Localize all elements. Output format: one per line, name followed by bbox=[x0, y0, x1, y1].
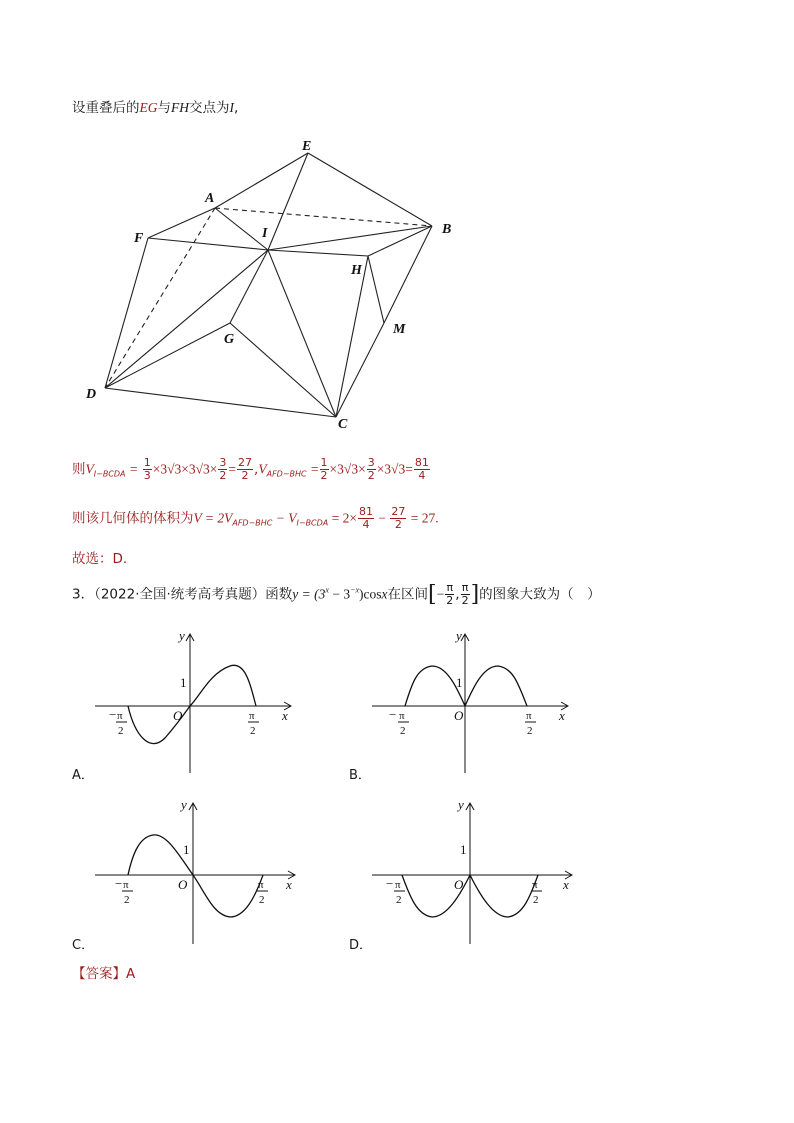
fraction-81-4 bbox=[414, 457, 430, 482]
tick-pi: π bbox=[395, 879, 401, 891]
solid-figure bbox=[0, 120, 794, 570]
subscript: I−BCDA bbox=[296, 518, 329, 528]
origin-label: O bbox=[173, 708, 183, 723]
exponent: x bbox=[325, 585, 329, 595]
function-expr: y = (3 bbox=[292, 586, 326, 602]
v1-subscript: I−BCDA bbox=[93, 469, 126, 479]
fraction-27-2 bbox=[390, 506, 406, 531]
fraction-pi-2 bbox=[461, 582, 470, 607]
label-h: H bbox=[351, 263, 362, 278]
v2-symbol: V bbox=[258, 461, 267, 477]
graph-option-a bbox=[95, 628, 315, 778]
frac-num: 1 bbox=[143, 456, 151, 469]
tick-pi: π bbox=[249, 710, 255, 722]
x-axis-label: x bbox=[282, 708, 288, 723]
right-bracket: ] bbox=[470, 582, 480, 607]
eq-sign: = bbox=[129, 461, 138, 477]
fraction-three-halves-2 bbox=[367, 457, 376, 482]
label-f: F bbox=[134, 231, 144, 246]
frac-den: 2 bbox=[367, 469, 375, 482]
label-b: B bbox=[442, 222, 452, 237]
tick-pi: π bbox=[123, 879, 129, 891]
tick-two: 2 bbox=[250, 725, 256, 737]
frac-den: 2 bbox=[219, 469, 227, 482]
graph-option-c bbox=[95, 797, 315, 947]
label-g: G bbox=[224, 332, 235, 347]
label-a: A bbox=[205, 191, 215, 206]
frac-num: π bbox=[446, 581, 454, 594]
frac-den: 2 bbox=[320, 469, 328, 482]
y-axis-label: y bbox=[456, 628, 462, 643]
tick-one: 1 bbox=[460, 842, 467, 857]
exponent: −x bbox=[350, 585, 360, 595]
volume-prefix: 则 bbox=[72, 461, 86, 478]
tick-two: 2 bbox=[118, 725, 124, 737]
x-axis-label: x bbox=[559, 708, 565, 723]
tick-one: 1 bbox=[456, 675, 463, 690]
frac-num: 1 bbox=[320, 456, 328, 469]
option-b-label[interactable]: B． bbox=[349, 768, 371, 783]
formula-part: = 2× bbox=[328, 510, 358, 526]
formula-part: − bbox=[375, 510, 390, 526]
frac-den: 2 bbox=[446, 594, 454, 607]
tick-two: 2 bbox=[533, 894, 539, 906]
product-text: ×3√3× bbox=[329, 461, 366, 477]
frac-den: 4 bbox=[418, 469, 426, 482]
frac-num: 27 bbox=[238, 456, 253, 469]
tick-pi: π bbox=[258, 879, 264, 891]
frac-num: 3 bbox=[367, 456, 375, 469]
x-axis-label: x bbox=[563, 877, 569, 892]
tick-two: 2 bbox=[396, 894, 402, 906]
intro-suffix: 交点为 bbox=[189, 100, 230, 116]
neg-sign: − bbox=[115, 876, 123, 891]
tick-pi: π bbox=[526, 710, 532, 722]
tick-pi: π bbox=[399, 710, 405, 722]
fraction-pi-2 bbox=[445, 582, 454, 607]
y-axis-label: y bbox=[179, 628, 185, 643]
label-i: I bbox=[262, 226, 268, 241]
comma: , bbox=[455, 586, 460, 603]
question-lead: 函数 bbox=[265, 586, 293, 603]
intro-comma: , bbox=[234, 100, 239, 116]
subscript: AFD−BHC bbox=[232, 518, 273, 528]
frac-num: 81 bbox=[414, 456, 429, 469]
fraction-three-halves bbox=[218, 457, 227, 482]
option-d-label[interactable]: D． bbox=[349, 938, 373, 953]
option-c-label[interactable]: C． bbox=[72, 938, 95, 953]
function-expr: )cos bbox=[359, 586, 382, 602]
tick-pi: π bbox=[117, 710, 123, 722]
segment-fh: FH bbox=[171, 100, 189, 115]
function-expr: − 3 bbox=[328, 586, 351, 602]
graph-option-d bbox=[372, 797, 592, 947]
neg-sign: − bbox=[109, 707, 117, 722]
formula-part: V = 2V bbox=[193, 510, 233, 526]
tick-two: 2 bbox=[124, 894, 130, 906]
eq-sign: = bbox=[310, 461, 319, 477]
question-source: （2022·全国·统考高考真题） bbox=[94, 586, 266, 603]
frac-den: 2 bbox=[241, 469, 249, 482]
frac-num: π bbox=[461, 581, 469, 594]
frac-num: 27 bbox=[391, 505, 406, 518]
question-number: 3． bbox=[72, 586, 95, 603]
graph-option-b bbox=[372, 628, 592, 778]
answer-line bbox=[72, 962, 135, 982]
intro-mid: 与 bbox=[157, 100, 171, 116]
choice-line: 故选：D. bbox=[72, 551, 128, 567]
point-i: I bbox=[229, 100, 234, 115]
label-d: D bbox=[86, 387, 97, 402]
label-m: M bbox=[393, 322, 406, 337]
frac-den: 3 bbox=[143, 469, 151, 482]
fraction-one-third bbox=[143, 457, 152, 482]
intro-prefix: 设重叠后的 bbox=[72, 100, 140, 116]
origin-label: O bbox=[454, 708, 464, 723]
eq-sign: = bbox=[228, 461, 237, 477]
function-var: x bbox=[381, 586, 388, 602]
minus-sign: − bbox=[436, 586, 445, 602]
fraction-81-4 bbox=[358, 506, 374, 531]
y-axis-label: y bbox=[458, 797, 464, 812]
total-volume-line bbox=[72, 506, 439, 531]
v2-subscript: AFD−BHC bbox=[266, 469, 307, 479]
volume-line bbox=[72, 457, 431, 482]
neg-sign: − bbox=[386, 876, 394, 891]
origin-label: O bbox=[454, 877, 464, 892]
question-tail: 的图象大致为（ ） bbox=[479, 586, 601, 603]
frac-num: 81 bbox=[359, 505, 374, 518]
frac-num: 3 bbox=[219, 456, 227, 469]
frac-den: 2 bbox=[394, 518, 402, 531]
question-line bbox=[72, 582, 601, 607]
formula-result: = 27. bbox=[407, 510, 439, 526]
frac-den: 2 bbox=[461, 594, 469, 607]
option-a-label[interactable]: A． bbox=[72, 768, 94, 783]
neg-sign: − bbox=[389, 707, 397, 722]
interval-text: 在区间 bbox=[387, 586, 429, 603]
segment-eg: EG bbox=[139, 100, 158, 115]
left-bracket: [ bbox=[428, 582, 437, 607]
tick-two: 2 bbox=[259, 894, 265, 906]
product-text: ×3√3×3√3× bbox=[152, 461, 218, 477]
comma: , bbox=[254, 461, 259, 478]
product-text: ×3√3= bbox=[376, 461, 413, 477]
tick-two: 2 bbox=[527, 725, 533, 737]
label-c: C bbox=[338, 417, 348, 432]
answer-bracket: 【答案】 bbox=[72, 966, 126, 982]
fraction-27-2 bbox=[237, 457, 253, 482]
x-axis-label: x bbox=[286, 877, 292, 892]
intro-line bbox=[72, 96, 238, 116]
frac-den: 4 bbox=[362, 518, 370, 531]
tick-one: 1 bbox=[183, 842, 190, 857]
fraction-one-half bbox=[320, 457, 329, 482]
formula-part: − V bbox=[272, 510, 297, 526]
tick-one: 1 bbox=[180, 675, 187, 690]
tick-pi: π bbox=[532, 879, 538, 891]
origin-label: O bbox=[178, 877, 188, 892]
label-e: E bbox=[302, 139, 312, 154]
tick-two: 2 bbox=[400, 725, 406, 737]
total-prefix: 则该几何体的体积为 bbox=[72, 510, 194, 527]
answer-value: A bbox=[126, 966, 136, 982]
y-axis-label: y bbox=[181, 797, 187, 812]
v1-symbol: V bbox=[85, 461, 94, 477]
